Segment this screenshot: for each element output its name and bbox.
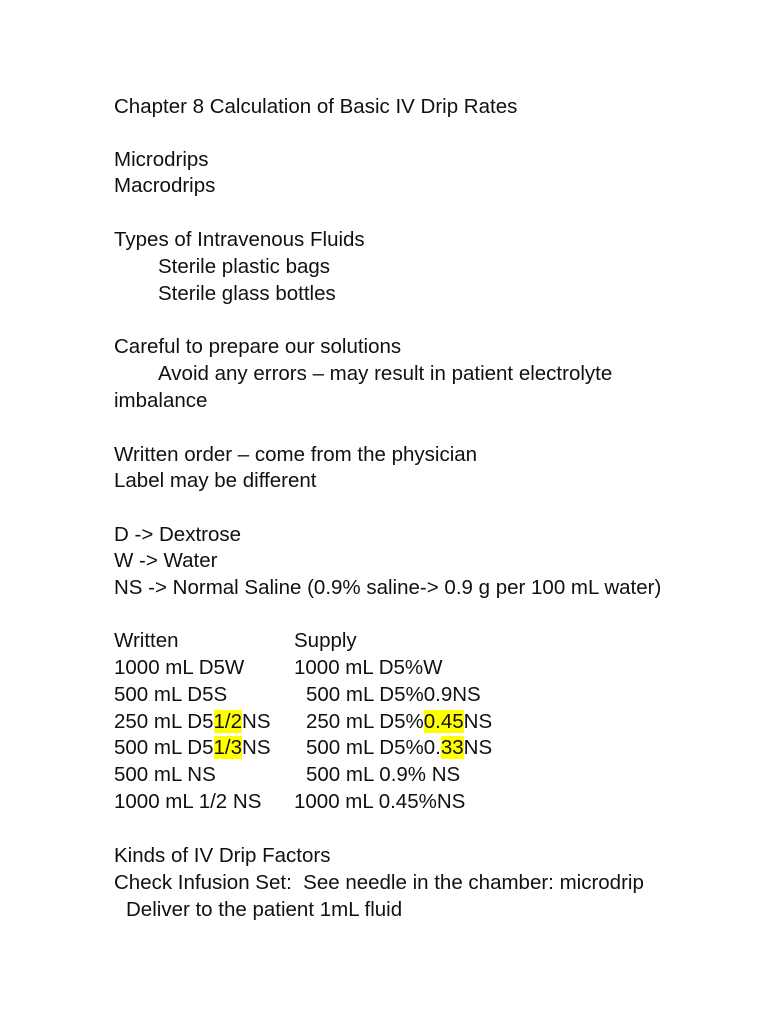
supply-cell: 1000 mL 0.45%NS: [294, 790, 466, 813]
supply-cell: 500 mL 0.9% NS: [306, 763, 461, 786]
text: NS: [463, 736, 493, 759]
highlighted-text: 33: [440, 736, 464, 759]
text: NS: [242, 710, 271, 733]
order-text: Label may be different: [114, 469, 317, 492]
fluids-heading: Types of Intravenous Fluids: [114, 228, 365, 251]
written-cell: 500 mL NS: [114, 763, 216, 786]
written-cell: 1000 mL 1/2 NS: [114, 790, 262, 813]
page-title: Chapter 8 Calculation of Basic IV Drip Rates: [114, 95, 518, 118]
highlighted-text: 1/3: [213, 736, 243, 759]
supply-cell: [306, 709, 492, 735]
text: NS: [242, 736, 271, 759]
text: 250 mL D5: [114, 710, 214, 733]
drip-factors-text: Deliver to the patient 1mL fluid: [126, 898, 403, 921]
abbreviation: NS -> Normal Saline (0.9% saline-> 0.9 g per 100 mL water): [114, 576, 662, 599]
text: 500 mL D5: [114, 736, 214, 759]
abbreviation: D -> Dextrose: [114, 523, 242, 546]
careful-heading: Careful to prepare our solutions: [114, 335, 402, 358]
text: NS: [463, 710, 493, 733]
supply-cell: 500 mL D5%0.9NS: [306, 683, 481, 706]
highlighted-text: 0.45: [423, 710, 464, 733]
drip-factors-text: Check Infusion Set: See needle in the chamber: microdrip: [114, 871, 644, 894]
abbreviation: W -> Water: [114, 549, 218, 572]
table-header-supply: Supply: [294, 629, 357, 652]
order-text: Written order – come from the physician: [114, 443, 478, 466]
text: 500 mL D5%0.: [306, 736, 441, 759]
supply-cell: [306, 735, 492, 761]
fluid-item: Sterile plastic bags: [158, 255, 331, 278]
fluid-item: Sterile glass bottles: [158, 282, 336, 305]
drip-factors-heading: Kinds of IV Drip Factors: [114, 844, 331, 867]
drip-type: Microdrips: [114, 148, 209, 171]
written-cell: 500 mL D5S: [114, 683, 228, 706]
written-cell: 1000 mL D5W: [114, 656, 245, 679]
written-cell: [114, 735, 271, 761]
drip-type: Macrodrips: [114, 174, 216, 197]
careful-text: imbalance: [114, 389, 208, 412]
highlighted-text: 1/2: [213, 710, 243, 733]
careful-text: Avoid any errors – may result in patient electrolyte: [158, 362, 613, 385]
supply-cell: 1000 mL D5%W: [294, 656, 443, 679]
text: 250 mL D5%: [306, 710, 424, 733]
table-header-written: Written: [114, 629, 179, 652]
written-cell: [114, 709, 271, 735]
